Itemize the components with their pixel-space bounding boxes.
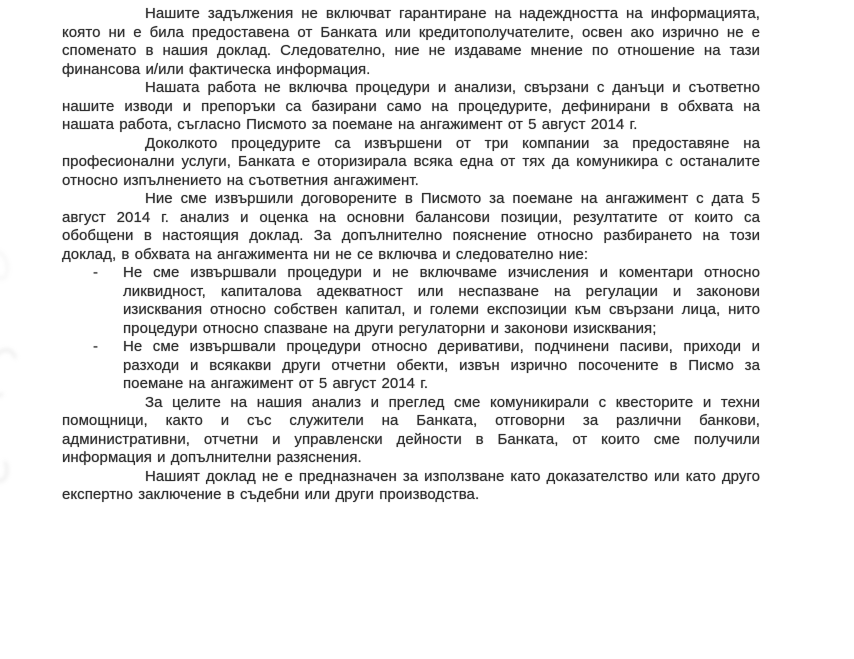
bullet-item-text: Не сме извършвали процедури относно деривативи, подчинени пасиви, приходи и разходи и всякакви други отчетни обекти, извън изрично посочените в Писмо за поемане на ангажимент от 5 август 2014 г. [123,338,760,392]
paragraph-three-companies: Доколкото процедурите са извършени от три компании за предоставяне на професионални услуги, Банката е оторизирала всяка една от тях да комуникира с останалите относно изпълнението на съответния ангажимент. [62,134,760,189]
paragraph-tax-scope: Нашата работа не включва процедури и анализи, свързани с данъци и съответно нашите изводи и препоръки са базирани само на процедурите, дефинирани в обхвата на нашата работа, съгласно Писмото за поемане на ангажимент от 5 август 2014 г. [62,79,760,133]
scan-smudge [0,344,24,401]
paragraph-engagement-analysis: Ние сме извършили договорените в Писмото за поемане на ангажимент с дата 5 август 2014 г. анализ и оценка на основни балансови позиции, резултатите от които са обобщени в настоящия доклад. За допълнително пояснение относно разбирането на този доклад, в обхвата на ангажимента ни не се включва и следователно ние: [62,190,760,263]
bullet-dash-marker: - [93,264,99,281]
bullet-dash-marker: - [93,338,99,355]
scan-smudge [0,458,8,482]
document-body [62,5,760,505]
scan-smudge [0,248,12,282]
bullet-item-text: Не сме извършвали процедури и не включваме изчисления и коментари относно ликвидност, капиталова адекватност или неспазване на регулации и законови изисквания относно собствен капитал, и големи експозиции към свързани лица, нито процедури относно спазване на други регулаторни и законови изисквания; [123,264,760,337]
bullet-item-derivatives-exclusion [62,338,760,394]
paragraph-communication-quaestors: За целите на нашия анализ и преглед сме комуникирали с квесторите и техни помощници, както и със служители на Банката, отговорни за различни банкови, административни, отчетни и управленски дейности в Банката, от които сме получили информация и допълнителни разяснения. [62,393,760,466]
paragraph-not-for-legal-use: Нашият доклад не е предназначен за използване като доказателство или като друго експертно заключение в съдебни или други производства. [62,467,760,503]
exclusions-bullet-list [62,264,760,394]
paragraph-obligations-disclaimer: Нашите задължения не включват гарантиране на надеждността на информацията, която ни е била предоставена от Банката или кредитополучателите, освен ако изрично не е споменато в нашия доклад. Следователно, ние не издаваме мнение по отношение на тази финансова и/или фактическа информация. [62,5,760,78]
bullet-item-liquidity-exclusion [62,264,760,338]
